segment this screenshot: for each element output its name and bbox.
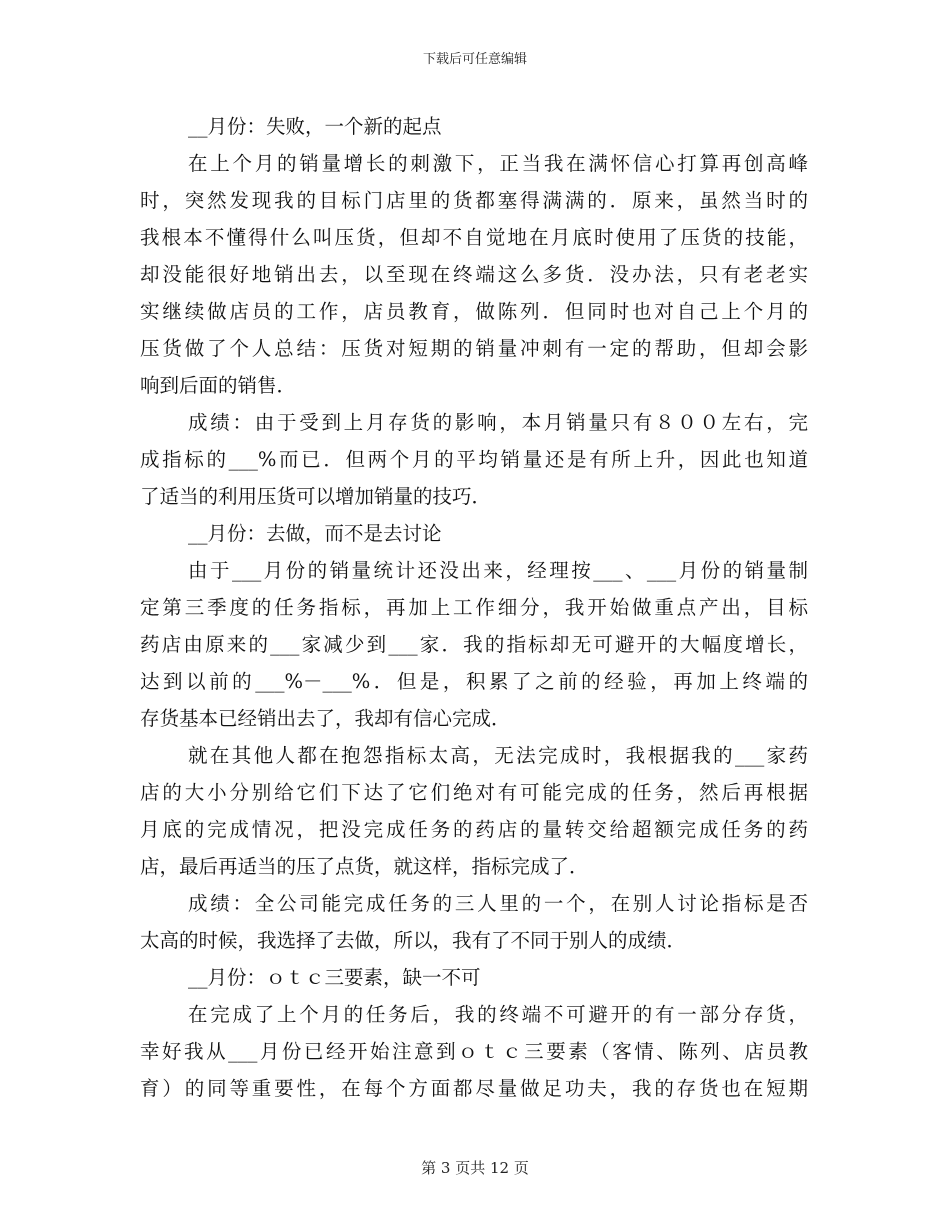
section-heading: __月份：去做，而不是去讨论 xyxy=(188,522,442,545)
paragraph-line: 成指标的___%而已．但两个月的平均销量还是有所上升，因此也知道 xyxy=(140,448,808,471)
section-heading: __月份：失败，一个新的起点 xyxy=(188,115,442,138)
paragraph-line: 在完成了上个月的任务后，我的终端不可避开的有一部分存货， xyxy=(188,1003,808,1026)
page-header: 下载后可任意编辑 xyxy=(422,52,527,67)
paragraph-line: 店的大小分别给它们下达了它们绝对有可能完成的任务，然后再根据 xyxy=(140,781,808,804)
paragraph-line: 就在其他人都在抱怨指标太高，无法完成时，我根据我的___家药 xyxy=(188,744,808,767)
paragraph-line: 药店由原来的___家减少到___家．我的指标却无可避开的大幅度增长， xyxy=(140,633,808,656)
paragraph-line: 月底的完成情况，把没完成任务的药店的量转交给超额完成任务的药 xyxy=(140,818,808,841)
paragraph-line: 存货基本已经销出去了，我却有信心完成． xyxy=(140,707,511,730)
paragraph-line: 由于___月份的销量统计还没出来，经理按___、___月份的销量制 xyxy=(188,559,808,582)
paragraph-line: 成绩：由于受到上月存货的影响，本月销量只有８００左右，完 xyxy=(188,411,808,434)
paragraph-line: 太高的时候，我选择了去做，所以，我有了不同于别人的成绩． xyxy=(140,929,687,952)
paragraph-line: 却没能很好地销出去，以至现在终端这么多货．没办法，只有老老实 xyxy=(140,263,808,286)
paragraph-line: 成绩：全公司能完成任务的三人里的一个，在别人讨论指标是否 xyxy=(188,892,808,915)
paragraph-line: 了适当的利用压货可以增加销量的技巧． xyxy=(140,485,492,508)
paragraph-line: 育）的同等重要性，在每个方面都尽量做足功夫，我的存货也在短期 xyxy=(140,1077,808,1100)
paragraph-line: 在上个月的销量增长的刺激下，正当我在满怀信心打算再创高峰 xyxy=(188,152,808,175)
paragraph-line: 压货做了个人总结：压货对短期的销量冲刺有一定的帮助，但却会影 xyxy=(140,337,808,360)
document-body xyxy=(140,108,808,1107)
page-number-footer: 第 3 页共 12 页 xyxy=(421,1159,529,1177)
paragraph-line: 我根本不懂得什么叫压货，但却不自觉地在月底时使用了压货的技能， xyxy=(140,226,808,249)
paragraph-line: 定第三季度的任务指标，再加上工作细分，我开始做重点产出，目标 xyxy=(140,596,808,619)
paragraph-line: 响到后面的销售． xyxy=(140,374,297,397)
section-heading: __月份：ｏｔｃ三要素，缺一不可 xyxy=(188,966,481,989)
paragraph-line: 幸好我从___月份已经开始注意到ｏｔｃ三要素（客情、陈列、店员教 xyxy=(140,1040,808,1063)
paragraph-line: 店，最后再适当的压了点货，就这样，指标完成了． xyxy=(140,855,589,878)
paragraph-line: 达到以前的___%－___%．但是，积累了之前的经验，再加上终端的 xyxy=(140,670,808,693)
paragraph-line: 时，突然发现我的目标门店里的货都塞得满满的．原来，虽然当时的 xyxy=(140,189,808,212)
paragraph-line: 实继续做店员的工作，店员教育，做陈列．但同时也对自己上个月的 xyxy=(140,300,808,323)
